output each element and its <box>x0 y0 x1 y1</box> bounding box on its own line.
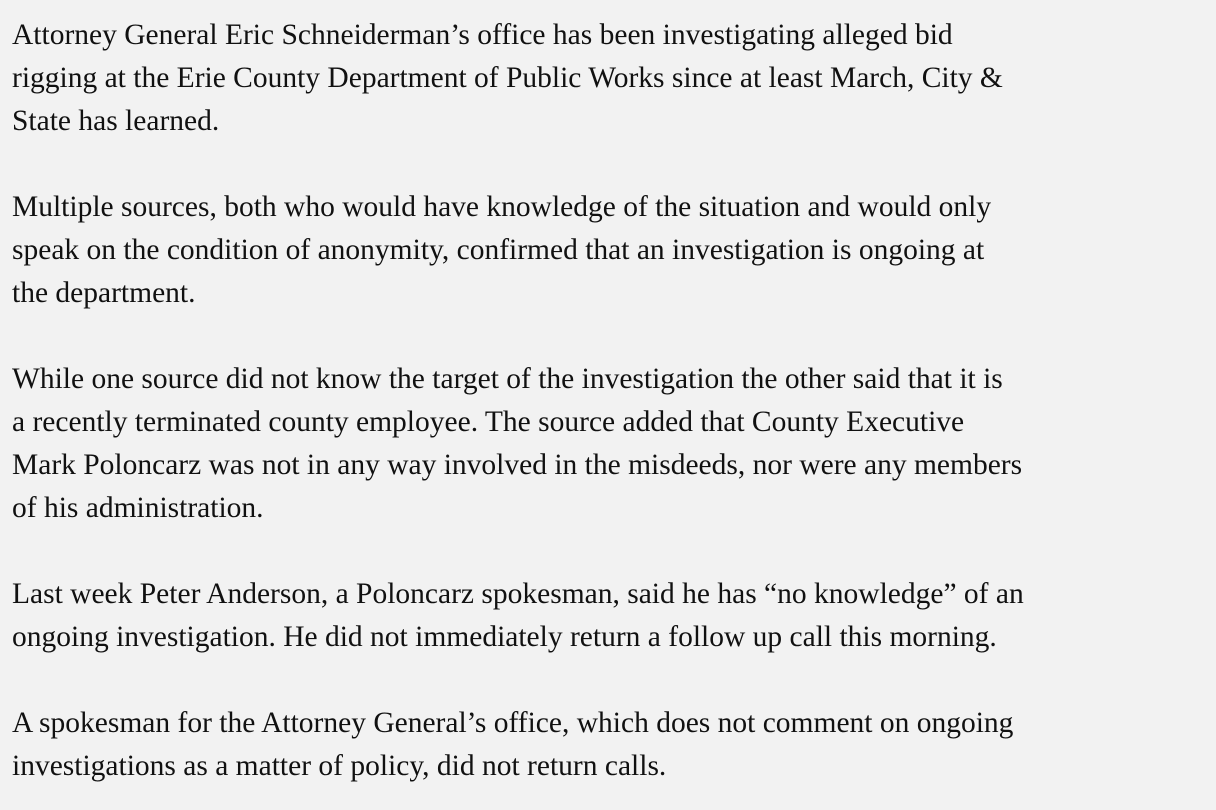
paragraph-line: State has learned. <box>12 105 220 137</box>
paragraph-line: A spokesman for the Attorney General’s office, which does not comment on ongoing <box>12 707 1014 739</box>
paragraph-1 <box>12 14 1212 143</box>
paragraph-line: the department. <box>12 277 196 309</box>
paragraph-line: rigging at the Erie County Department of Public Works since at least March, City & <box>12 62 1003 94</box>
paragraph-line: Attorney General Eric Schneiderman’s office has been investigating alleged bid <box>12 19 953 51</box>
paragraph-line: Mark Poloncarz was not in any way involved in the misdeeds, nor were any members <box>12 449 1023 481</box>
paragraph-line: investigations as a matter of policy, did not return calls. <box>12 750 667 782</box>
paragraph-line: Last week Peter Anderson, a Poloncarz spokesman, said he has “no knowledge” of an <box>12 578 1024 610</box>
paragraph-line: While one source did not know the target of the investigation the other said that it is <box>12 363 1003 395</box>
paragraph-5 <box>12 702 1212 788</box>
paragraph-line: speak on the condition of anonymity, confirmed that an investigation is ongoing at <box>12 234 985 266</box>
paragraph-2 <box>12 186 1212 315</box>
paragraph-line: ongoing investigation. He did not immediately return a follow up call this morning. <box>12 621 997 653</box>
paragraph-4 <box>12 573 1212 659</box>
paragraph-line: a recently terminated county employee. The source added that County Executive <box>12 406 965 438</box>
paragraph-line: Multiple sources, both who would have knowledge of the situation and would only <box>12 191 992 223</box>
paragraph-line: of his administration. <box>12 492 264 524</box>
article-body <box>12 14 1212 788</box>
paragraph-3 <box>12 358 1212 530</box>
